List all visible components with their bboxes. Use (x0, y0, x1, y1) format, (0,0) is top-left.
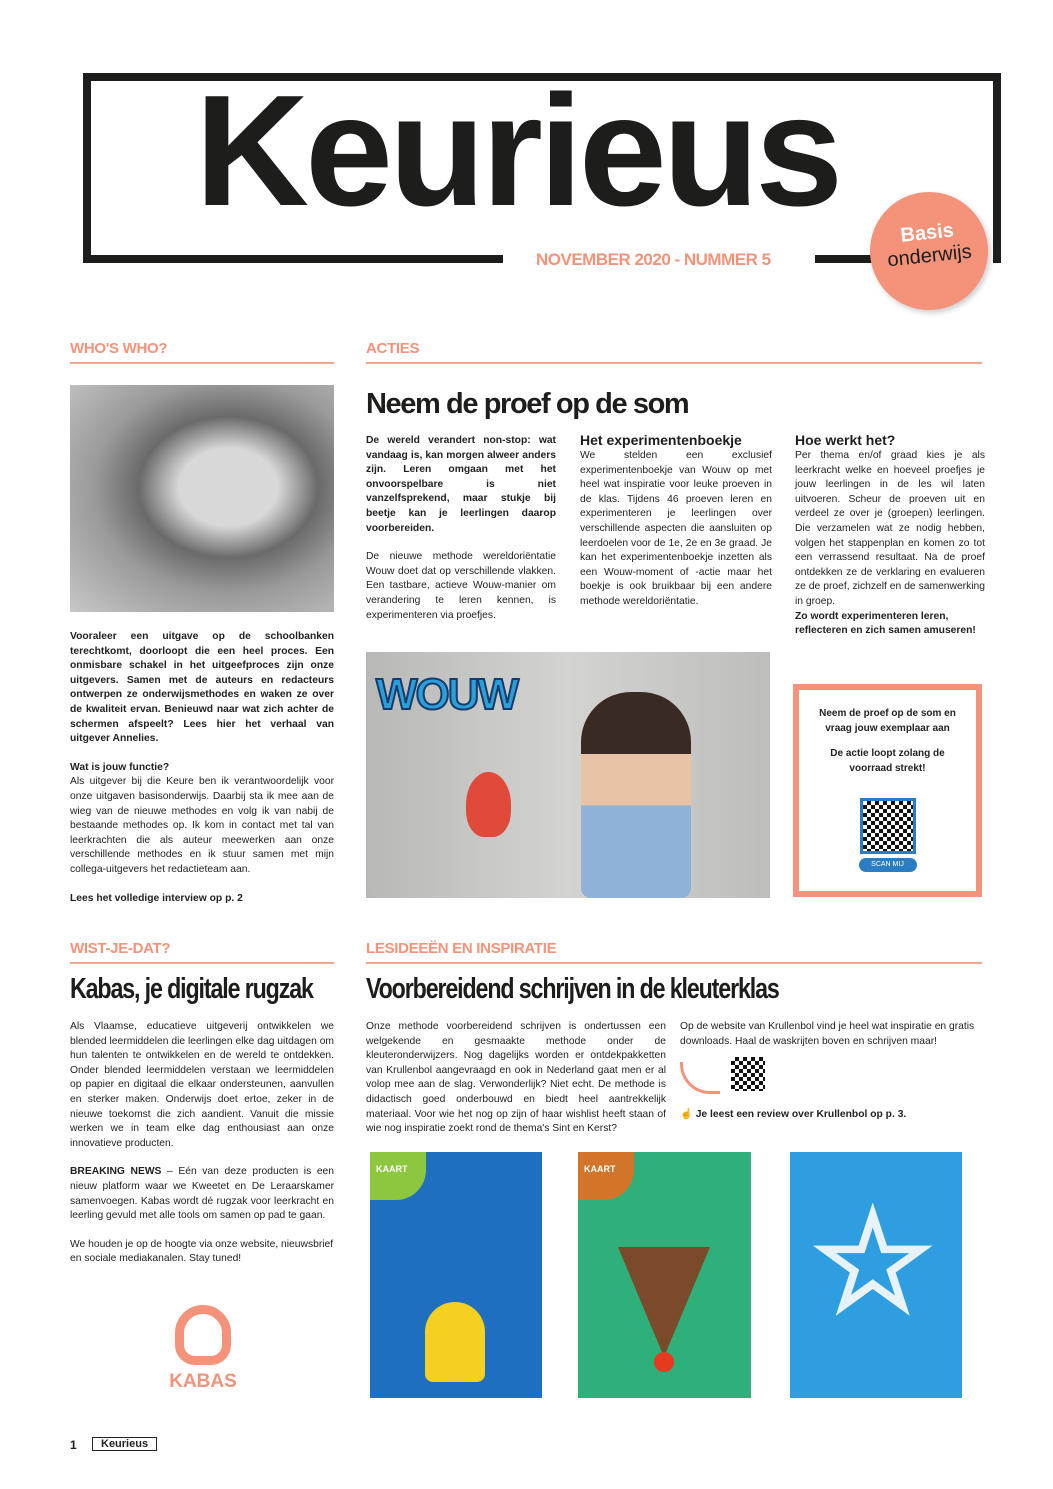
promo-box (793, 684, 982, 897)
character-figure (425, 1302, 485, 1382)
kabas-logo (165, 1305, 241, 1393)
acties-col2 (580, 432, 772, 610)
promo-text: Neem de proef op de som en vraag jouw exemplaar aan (819, 708, 956, 734)
section-label-acties: ACTIES (366, 340, 420, 357)
subheading: Hoe werkt het? (795, 432, 896, 448)
wouw-logo: WOUW (376, 670, 518, 719)
les-headline: Voorbereidend schrijven in de kleuterklas (366, 973, 779, 1005)
flask-icon (466, 772, 511, 837)
wouw-photo (366, 652, 770, 898)
qr-code[interactable] (728, 1054, 768, 1094)
read-more-link[interactable]: Lees het volledige interview op p. 2 (70, 892, 243, 904)
card-label: KAART (370, 1152, 426, 1200)
wist-article (70, 1020, 334, 1267)
qr-code[interactable] (860, 798, 916, 854)
card-sint[interactable] (370, 1152, 542, 1398)
reindeer-head (618, 1247, 710, 1357)
acties-col3 (795, 432, 985, 639)
question: Wat is jouw functie? (70, 761, 170, 773)
section-rule (366, 362, 982, 364)
acties-headline: Neem de proef op de som (366, 388, 689, 420)
answer: Als uitgever bij die Keure ben ik verantwoordelijk voor onze uitgaven basisonderwijs. Daarbij sta ik mee aan de wieg van de nieuwe methodes en volg ik van nabij de bestaande methodes op. Ik kom in contact met tal van leerkrachten die als auteur meewerken aan onze verschillende methodes en ik stuur samen met mijn collega-uitgevers het redactieteam aan. (70, 776, 334, 875)
pointing-hand-icon: ☝ (680, 1109, 696, 1120)
paragraph: We houden je op de hoogte via onze website, nieuwsbrief en sociale mediakanalen. Stay tuned! (70, 1238, 334, 1265)
subheading: Het experimentenboekje (580, 432, 742, 448)
section-label-whoswho: WHO'S WHO? (70, 340, 168, 357)
section-rule (70, 962, 334, 964)
section-rule (70, 362, 334, 364)
paragraph: De nieuwe methode wereldoriëntatie Wouw doet dat op verschillende vlakken. Een tastbare, actieve Wouw-manier om verandering te leren kennen, is experimenteren via proefjes. (366, 551, 556, 621)
card-reindeer[interactable] (578, 1152, 751, 1398)
acties-col1 (366, 434, 556, 623)
promo-text: De actie loopt zolang de voorraad strekt! (830, 748, 945, 774)
breaking-news-label: BREAKING NEWS (70, 1166, 162, 1178)
portrait-photo (70, 385, 334, 612)
intro: Vooraleer een uitgave op de schoolbanken terechtkomt, doorloopt die een heel proces. Een onmisbare schakel in het uitgeefproces zijn onze uitgevers. Samen met de auteurs en redacteurs ontwerpen ze onderwijsmethodes en waken ze over de kwaliteit ervan. Benieuwd naar wat zich achter de schermen afspeelt? Lees hier het verhaal van uitgever Annelies. (70, 631, 334, 745)
kabas-logo-text: KABAS (169, 1371, 237, 1392)
card-label: KAART (578, 1152, 634, 1200)
page-number: 1 (70, 1438, 77, 1452)
paragraph: Als Vlaamse, educatieve uitgeverij ontwikkelen we blended leermiddelen die leerlingen elke dag uitdagen om hun talenten te ontwikkelen en de wereld te ontdekken. Onder blended leermiddelen verstaan we leermiddelen op papier en digitaal die elkaar ondersteunen, aanvullen en sterker maken. Onderwijs doet ertoe, zeker in de nieuwe toekomst die zich aandient. Vanuit die missie werken we in team elke dag enthousiast aan onze innovatieve producten. (70, 1021, 334, 1149)
badge-line1: Basis (899, 219, 955, 247)
section-label-les: LESIDEEËN EN INSPIRATIE (366, 940, 557, 957)
masthead-divider (815, 255, 875, 263)
section-rule (366, 962, 982, 964)
arrow-icon (680, 1062, 720, 1094)
review-link[interactable]: Je leest een review over Krullenbol op p. 3. (695, 1109, 907, 1120)
reindeer-nose (654, 1352, 674, 1372)
issue-date: NOVEMBER 2020 - NUMMER 5 (536, 250, 771, 269)
paragraph: – Eén van deze producten is een nieuw platform waar we Kweetet en De Leraarskamer samenvoegen. Kabas wordt dé rugzak voor leerkracht en leerling gevuld met alle tools om samen op pad te gaan. (70, 1166, 335, 1222)
closing: Zo wordt experimenteren leren, reflecteren en zich samen amuseren! (795, 610, 976, 637)
masthead-divider (83, 255, 503, 263)
paragraph: Per thema en/of graad kies je als leerkracht welke en hoeveel proefjes je jouw leerlingen in de les wil laten uitvoeren. Scheur de proeven uit en verdeel ze over je (groepen) leerlingen. Die verzamelen wat ze nodig hebben, volgen het stappenplan en komen zo tot een verrassend resultaat. Na de proef ontdekken ze de verklaring en evalueren ze de proef, zichzelf en de samenwerking in groep. (795, 450, 985, 607)
child-figure (581, 692, 691, 898)
paragraph: Onze methode voorbereidend schrijven is ondertussen een welgekende en gesmaakte methode onder de kleuteronderwijzers. Nog dagelijks worden er ontdekpakketten van Krullenbol aangevraagd en ook in Nederland gaat men er al volop mee aan de slag. Verwonderlijk? Niet echt. De methode is didactisch goed onderbouwd en biedt heel aantrekkelijk materiaal. Voor wie het nog op zijn of haar wishlist heeft staan of wie nog inspiratie zoekt rond de thema's Sint en Kerst? (366, 1021, 666, 1135)
kabas-logo-mark (175, 1305, 231, 1365)
star-icon: ☆ (810, 1183, 936, 1340)
masthead-title: Keurieus (195, 63, 840, 239)
footer-brand: Keurieus (92, 1437, 157, 1451)
badge-line2: onderwijs (886, 240, 973, 272)
lead: De wereld verandert non-stop: wat vandaag is, kan morgen alweer anders zijn. Leren omgaan met het onvoorspelbare is niet vanzelfsprekend, maar stukje bij beetje kan je leerlingen daarop voorbereiden. (366, 435, 556, 534)
les-col1 (366, 1020, 666, 1137)
wist-headline: Kabas, je digitale rugzak (70, 973, 313, 1005)
whoswho-article (70, 630, 334, 906)
paragraph: We stelden een exclusief experimentenboekje van Wouw op met heel wat inspiratie voor leuke proeven in de klas. Tijdens 46 proeven leren en experimenteren je leerlingen over verschillende aspecten die aansluiten op leerdoelen voor de 1e, 2e en 3e graad. Je kan het experimentenboekje inzetten als een Wouw-moment of -actie maar het boekje is ook bruikbaar bij een andere methode wereldoriëntatie. (580, 450, 772, 607)
les-col2 (680, 1020, 985, 1120)
scan-button[interactable]: SCAN MIJ (859, 858, 917, 872)
card-star[interactable] (790, 1152, 962, 1398)
section-label-wist: WIST-JE-DAT? (70, 940, 171, 957)
paragraph: Op de website van Krullenbol vind je heel wat inspiratie en gratis downloads. Haal de waskrijten boven en schrijven maar! (680, 1021, 975, 1047)
